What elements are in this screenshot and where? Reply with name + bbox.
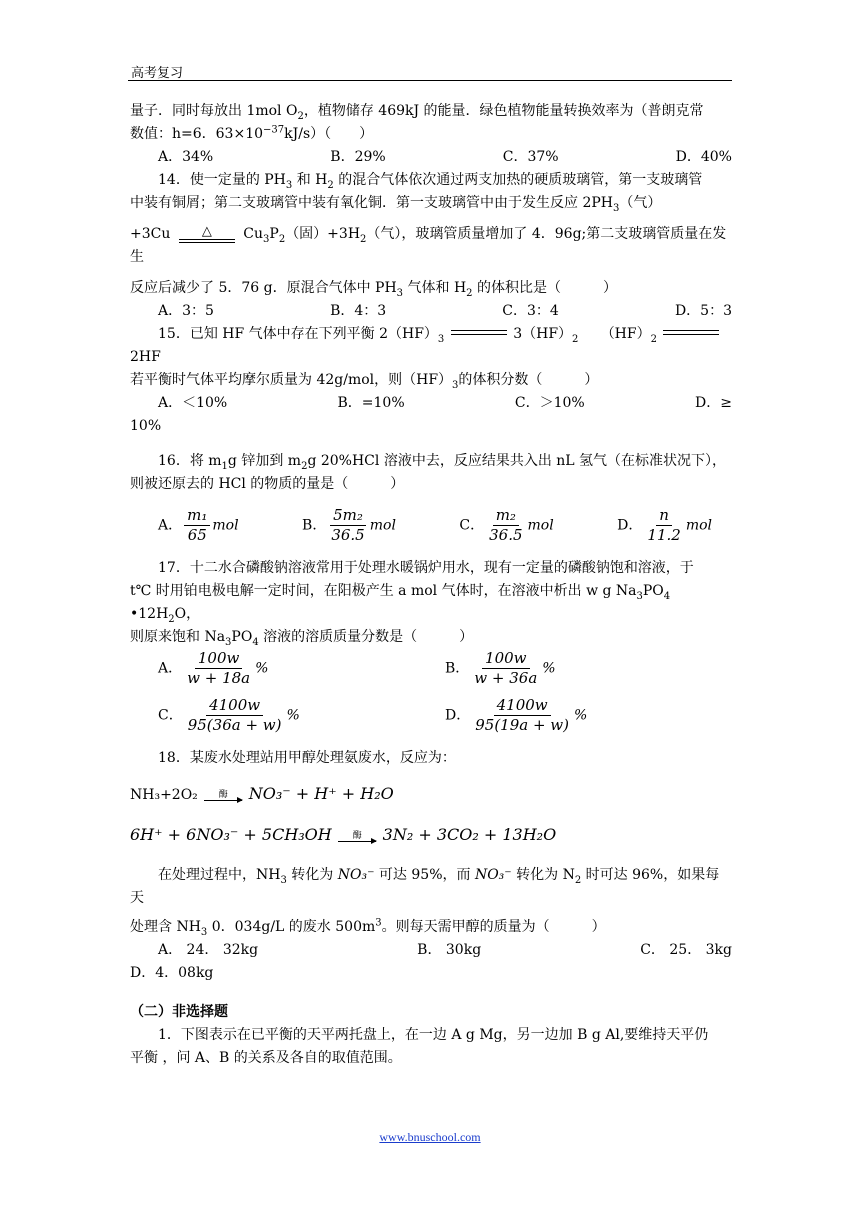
option-a: A．34% [158, 149, 214, 165]
q16-line2: 则被还原去的 HCl 的物质的量是（ ） [130, 476, 405, 492]
option-a: A． $\frac{\text{m₁}}{65}$ mol [158, 506, 239, 544]
footer-link[interactable]: www.bnuschool.com [379, 1130, 481, 1144]
q13-line1: 量子．同时每放出 1mol $O_2$，植物储存 469kJ 的能量．绿色植物能量转换效率为（普朗克常 [130, 103, 704, 122]
section-heading: （二）非选择题 [130, 1004, 228, 1020]
option-a: A．＜10% [158, 395, 228, 411]
option-c: C．＞10% [514, 395, 585, 411]
q13-line2: 数值：h=6．$63\times 10^{-37}kJ/s$）（ ） [130, 124, 374, 142]
option-c: C． 25． 3kg [640, 942, 732, 958]
q18-wrap: D．4．08kg [130, 965, 214, 981]
option-d: D． $\frac{4100w}{95(19a + w)}$ % [445, 696, 588, 734]
q18-line2: 在处理过程中，$NH_3$ 转化为 NO₃⁻ 可达 95%，而 NO₃⁻ 转化为 $N_2$ 时可达 96%，如果每天 [130, 867, 720, 906]
option-a: A． $\frac{100w}{w + 18a}$ % [158, 649, 269, 687]
q16-line1: 16．将 $m_1g$ 锌加到 $m_2g$ 20%HCl 溶液中去，反应结果共入出 nL 氢气（在标准状况下）， [158, 453, 727, 472]
q17-options-row1 [130, 649, 732, 688]
q17-line1: 17．十二水合磷酸钠溶液常用于处理水暖锅炉用水，现有一定量的磷酸钠饱和溶液，于 [158, 560, 694, 576]
q15-options [130, 392, 732, 415]
option-c: C． $\frac{4100w}{95(36a + w)}$ % [158, 696, 300, 734]
header-rule [128, 80, 732, 81]
q18-line3: 处理含 $NH_3$ 0．034g/L 的废水 $500m^3$。则每天需甲醇的质量为（ ） [130, 917, 606, 938]
enzyme-arrow-icon: 酶 [204, 790, 242, 801]
q14-line3: +3Cu △ $Cu_3P_2$（固）$+3H_2$（气），玻璃管质量增加了 4．96g;第二支玻璃管质量在发 生 [130, 224, 727, 265]
option-d: D．≥ [695, 395, 732, 411]
part2-q1-line2: 平衡 ，问 A、B 的关系及各自的取值范围。 [130, 1050, 402, 1066]
q18-options [130, 939, 732, 962]
q15-wrap: 10% [130, 418, 162, 434]
q17-line3: 则原来饱和 $Na_3PO_4$ 溶液的溶质质量分数是（ ） [130, 629, 474, 648]
option-d: D． $\frac{n}{11.2}$ mol [617, 506, 712, 544]
q17-options-row2 [130, 696, 732, 735]
option-d: D．5：3 [674, 303, 732, 319]
option-b: B．4：3 [330, 303, 387, 319]
option-d: D．40% [675, 149, 732, 165]
option-b: B． $\frac{100w}{w + 36a}$ % [445, 649, 556, 687]
option-a: A． 24． 32kg [158, 942, 259, 958]
q15-line1: 15．已知 HF 气体中存在下列平衡 $2(HF)_3$ $3(HF)_2$ $(HF)_2$ 2HF [130, 323, 732, 369]
part2-q1-line1: 1．下图表示在已平衡的天平两托盘上，在一边 A g Mg，另一边加 B g Al,要维持天平仍 [158, 1027, 709, 1043]
equilibrium-arrows-icon [663, 330, 719, 338]
option-b: B． $\frac{\text{5m₂}}{36.5}$ mol [302, 506, 396, 544]
page-footer [0, 1130, 860, 1145]
q18-eq1: NH₃+2O₂ 酶 NO₃⁻ + H⁺ + H₂O [130, 784, 394, 803]
option-b: B． 30kg [417, 942, 482, 958]
q14-line4: 反应后减少了 5．76 g．原混合气体中 $PH_3$ 气体和 $H_2$ 的体积比是（ ） [130, 280, 617, 299]
option-b: B．=10% [337, 395, 405, 411]
q14-options [130, 300, 732, 323]
option-c: C．37% [502, 149, 559, 165]
option-c: C． $\frac{\text{m₂}}{36.5}$ mol [459, 506, 554, 544]
enzyme-arrow-icon: 酶 [338, 831, 376, 842]
q18-line1: 18．某废水处理站用甲醇处理氨废水，反应为： [158, 750, 456, 766]
q13-options [130, 146, 732, 169]
q14-line2: 中装有铜屑；第二支玻璃管中装有氧化铜．第一支玻璃管中由于发生反应 $2PH_3$（气） [130, 195, 662, 214]
equilibrium-arrows-icon [451, 330, 507, 338]
q14-line1: 14．使一定量的 $PH_3$ 和 $H_2$ 的混合气体依次通过两支加热的硬质玻璃管，第一支玻璃管 [158, 172, 703, 191]
document-body [130, 100, 732, 1070]
q16-options [130, 506, 732, 545]
q15-line2: 若平衡时气体平均摩尔质量为 42g/mol，则$(HF)_3$的体积分数（ ） [130, 372, 599, 391]
q18-eq2: 6H⁺ + 6NO₃⁻ + 5CH₃OH 酶 3N₂ + 3CO₂ + 13H₂O [130, 825, 557, 844]
page-header: 高考复习 [131, 66, 184, 81]
q17-line2: t℃ 时用铂电极电解一定时间，在阳极产生 a mol 气体时，在溶液中析出 w g $Na_3PO_4$ $•12H_2O$， [130, 583, 671, 625]
option-c: C．3：4 [502, 303, 559, 319]
option-b: B．29% [330, 149, 386, 165]
option-a: A．3：5 [158, 303, 214, 319]
heating-equals-sign: △ [179, 225, 235, 243]
